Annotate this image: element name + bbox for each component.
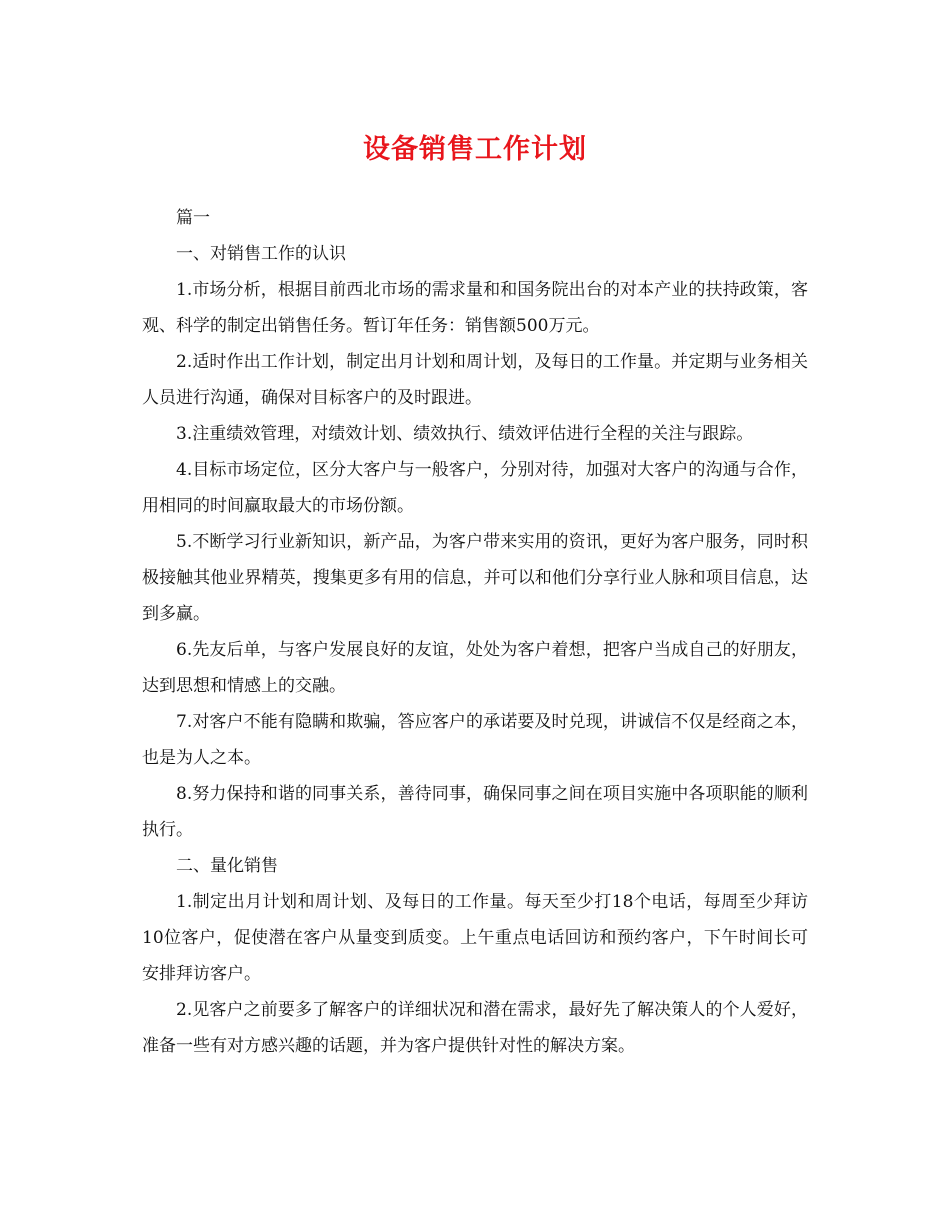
- paragraph: 4.目标市场定位，区分大客户与一般客户，分别对待，加强对大客户的沟通与合作，用相同的时间赢取最大的市场份额。: [142, 460, 808, 516]
- document-title: 设备销售工作计划: [363, 134, 587, 165]
- paragraph: 8.努力保持和谐的同事关系，善待同事，确保同事之间在项目实施中各项职能的顺利执行。: [142, 784, 808, 840]
- document-body: [142, 200, 808, 1064]
- section-label: 篇一: [176, 208, 210, 228]
- paragraph: 5.不断学习行业新知识，新产品，为客户带来实用的资讯，更好为客户服务，同时积极接触其他业界精英，搜集更多有用的信息，并可以和他们分享行业人脉和项目信息，达到多赢。: [142, 532, 808, 624]
- paragraph: 1.市场分析，根据目前西北市场的需求量和和国务院出台的对本产业的扶持政策，客观、科学的制定出销售任务。暂订年任务：销售额500万元。: [142, 280, 808, 336]
- paragraph: 7.对客户不能有隐瞒和欺骗，答应客户的承诺要及时兑现，讲诚信不仅是经商之本，也是为人之本。: [142, 712, 808, 768]
- section-heading: 一、对销售工作的认识: [176, 244, 346, 264]
- paragraph: 1.制定出月计划和周计划、及每日的工作量。每天至少打18个电话，每周至少拜访10位客户，促使潜在客户从量变到质变。上午重点电话回访和预约客户，下午时间长可安排拜访客户。: [142, 892, 808, 984]
- section-heading: 二、量化销售: [176, 856, 278, 876]
- paragraph: 6.先友后单，与客户发展良好的友谊，处处为客户着想，把客户当成自己的好朋友，达到思想和情感上的交融。: [142, 640, 808, 696]
- paragraph: 3.注重绩效管理，对绩效计划、绩效执行、绩效评估进行全程的关注与跟踪。: [176, 424, 754, 444]
- paragraph: 2.适时作出工作计划，制定出月计划和周计划，及每日的工作量。并定期与业务相关人员进行沟通，确保对目标客户的及时跟进。: [142, 352, 808, 408]
- paragraph: 2.见客户之前要多了解客户的详细状况和潜在需求，最好先了解决策人的个人爱好，准备一些有对方感兴趣的话题，并为客户提供针对性的解决方案。: [142, 1000, 808, 1056]
